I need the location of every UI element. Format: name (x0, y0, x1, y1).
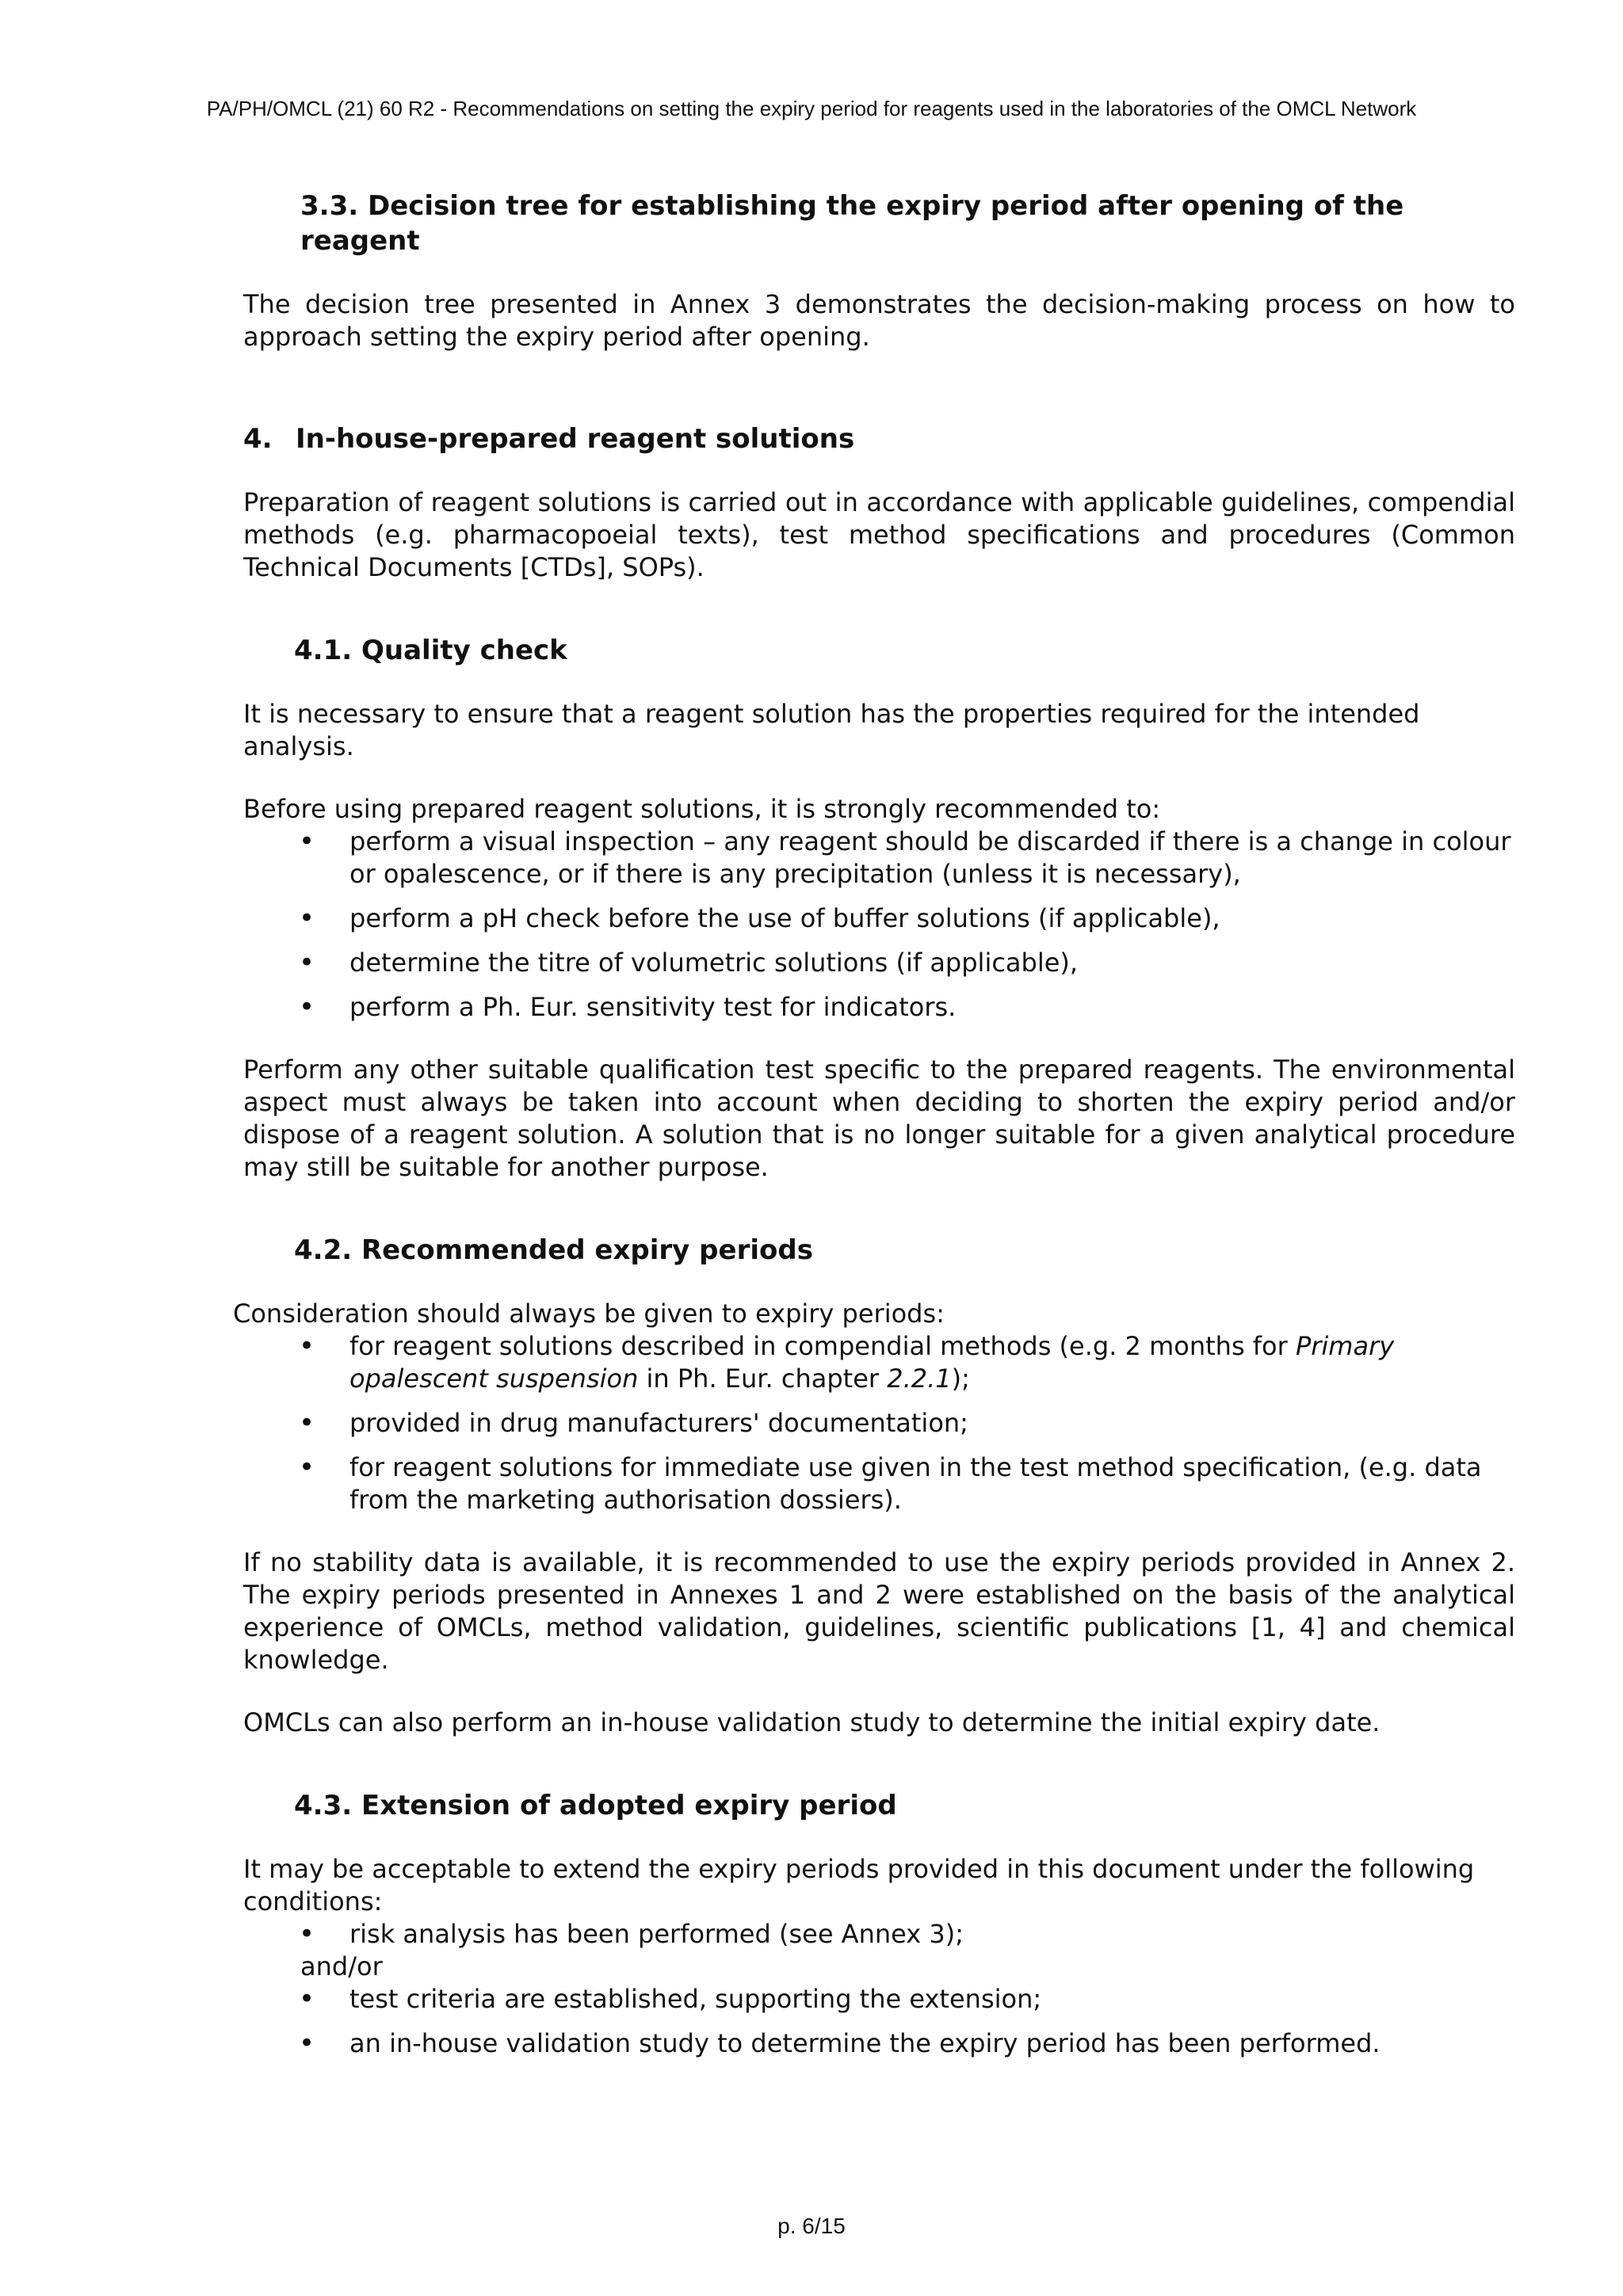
list-item-text: perform a visual inspection – any reagent should be discarded if there is a change in colour or opalescence, or if there is any precipitation (unless it is necessary), (349, 826, 1511, 889)
section-4-1-heading: 4.1. Quality check (294, 635, 567, 666)
list-item-text: test criteria are established, supporting the extension; (349, 1984, 1042, 2014)
list-item (243, 1330, 1515, 1395)
section-4-paragraph: Preparation of reagent solutions is carried out in accordance with applicable guidelines, compendial methods (e.g. pharmacopoeial texts), test method specifications and procedures (Common Technical Documents [CTDs], SOPs). (243, 487, 1515, 582)
page-content (233, 189, 1515, 2060)
bullet-icon: • (299, 1451, 315, 1483)
list-item-text: for reagent solutions for immediate use given in the test method specification, (e.g. data from the marketing authorisation dossiers). (349, 1452, 1482, 1515)
page-number: p. 6/15 (777, 2214, 846, 2238)
section-4-1-paragraph-3: Perform any other suitable qualification test specific to the prepared reagents. The environmental aspect must always be taken into account when deciding to shorten the expiry period and/or dispose of a reagent solution. A solution that is no longer suitable for a given analytical procedure may still be suitable for another purpose. (243, 1055, 1515, 1182)
list-item (243, 1918, 1515, 1951)
section-4-heading (243, 421, 1515, 456)
list-item (243, 947, 1515, 979)
list-item-text: provided in drug manufacturers' documentation; (349, 1408, 968, 1438)
list-item-text: an in-house validation study to determine the expiry period has been performed. (349, 2028, 1381, 2058)
list-item (243, 1983, 1515, 2016)
section-4-2-bullet-list (243, 1330, 1515, 1516)
list-item-text: perform a pH check before the use of buffer solutions (if applicable), (349, 903, 1220, 933)
section-4-title: In-house-prepared reagent solutions (296, 423, 855, 455)
list-item-text: in Ph. Eur. chapter (638, 1363, 888, 1394)
list-item (243, 902, 1515, 935)
bullet-icon: • (299, 991, 315, 1023)
section-4-3-bullet-list (243, 1918, 1515, 1951)
list-item-text: for reagent solutions described in compendial methods (e.g. 2 months for (349, 1331, 1296, 1361)
section-4-2-paragraph-2: OMCLs can also perform an in-house validation study to determine the initial expiry date. (243, 1707, 1381, 1737)
list-item-text: perform a Ph. Eur. sensitivity test for indicators. (349, 992, 957, 1022)
section-4-number: 4. (243, 423, 273, 455)
bullet-icon: • (299, 2027, 315, 2059)
bullet-icon: • (299, 1330, 315, 1362)
list-item (243, 1451, 1515, 1516)
italic-term: 2.2.1 (887, 1363, 952, 1394)
and-or-connector: and/or (300, 1951, 383, 1981)
list-item (243, 1407, 1515, 1440)
bullet-icon: • (299, 826, 315, 857)
section-3-3-paragraph: The decision tree presented in Annex 3 demonstrates the decision-making process on how to approach setting the expiry period after opening. (243, 289, 1515, 352)
bullet-icon: • (299, 902, 315, 934)
bullet-icon: • (299, 1918, 315, 1950)
section-4-2-heading: 4.2. Recommended expiry periods (294, 1234, 813, 1266)
list-item (243, 826, 1515, 891)
list-item (243, 991, 1515, 1024)
list-item (243, 2027, 1515, 2060)
section-4-1-paragraph-1: It is necessary to ensure that a reagent solution has the properties required for the intended analysis. (243, 699, 1420, 761)
bullet-icon: • (299, 1983, 315, 2015)
bullet-icon: • (299, 947, 315, 978)
running-header: PA/PH/OMCL (21) 60 R2 - Recommendations on setting the expiry period for reagents used in the laboratories of the OMCL Network (206, 97, 1417, 120)
section-4-2-intro: Consideration should always be given to expiry periods: (233, 1299, 945, 1329)
bullet-icon: • (299, 1407, 315, 1439)
section-4-1-bullet-list (243, 826, 1515, 1024)
list-item-text: determine the titre of volumetric solutions (if applicable), (349, 948, 1079, 978)
list-item-text: ); (951, 1363, 970, 1394)
section-3-3-heading: 3.3. Decision tree for establishing the expiry period after opening of the reagent (300, 190, 1404, 257)
section-4-2-paragraph-1: If no stability data is available, it is recommended to use the expiry periods provided in Annex 2. The expiry periods presented in Annexes 1 and 2 were established on the basis of the analytical experience of OMCLs, method validation, guidelines, scientific publications [1, 4] and chemical knowledge. (243, 1547, 1515, 1675)
section-4-3-intro: It may be acceptable to extend the expiry periods provided in this document under the following conditions: (243, 1854, 1475, 1917)
section-4-1-paragraph-2: Before using prepared reagent solutions, it is strongly recommended to: (243, 794, 1161, 824)
section-4-3-heading: 4.3. Extension of adopted expiry period (294, 1790, 897, 1821)
section-4-3-bullet-list-2 (243, 1983, 1515, 2060)
italic-term: Primary opalescent suspension (349, 1331, 1395, 1394)
list-item-text: risk analysis has been performed (see Annex 3); (349, 1919, 964, 1949)
